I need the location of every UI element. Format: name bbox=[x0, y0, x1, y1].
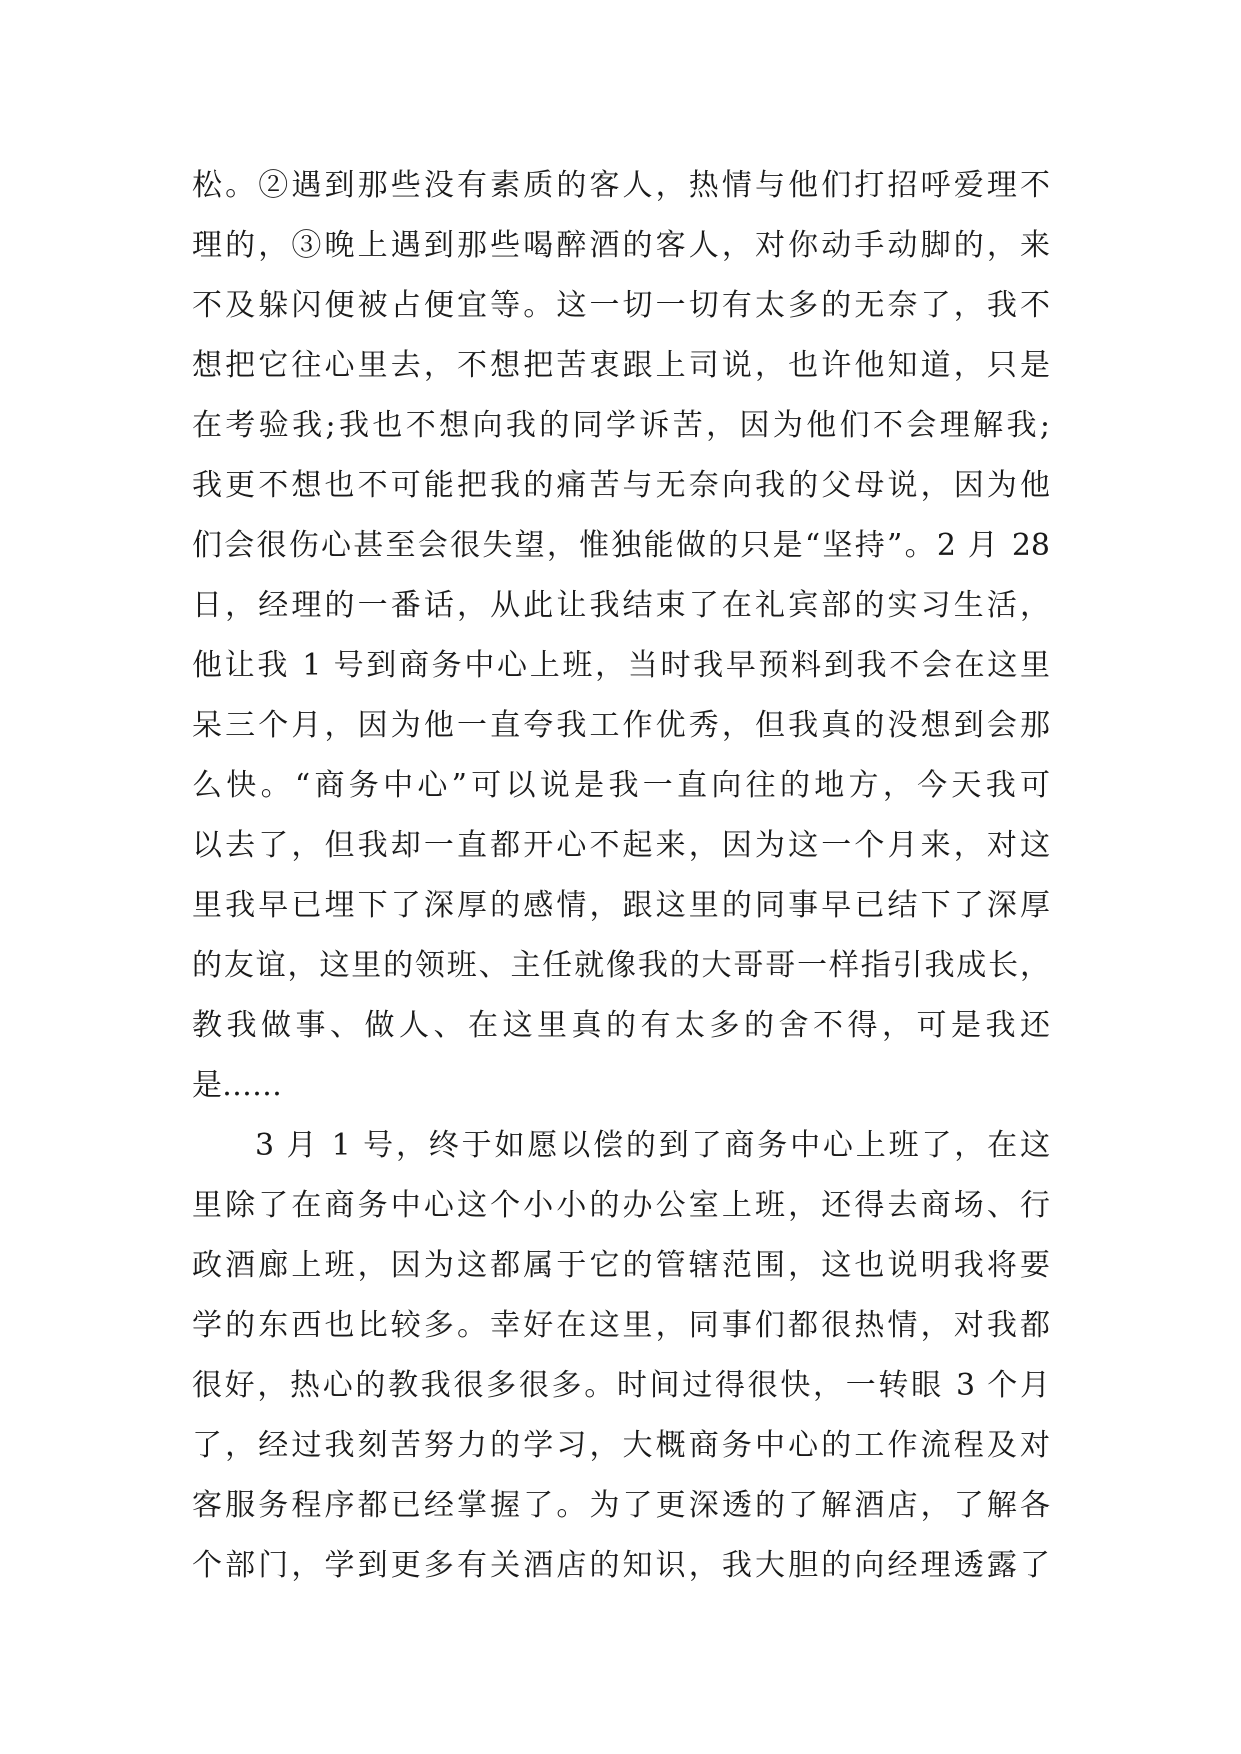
paragraph-first-line: 3 月 1 号，终于如愿以偿的到了商务中心上班了，在这 bbox=[255, 1128, 1050, 1163]
text-line: 的友谊，这里的领班、主任就像我的大哥哥一样指引我成长， bbox=[192, 948, 1050, 983]
text-line: 里我早已埋下了深厚的感情，跟这里的同事早已结下了深厚 bbox=[192, 888, 1050, 923]
text-line: 呆三个月，因为他一直夸我工作优秀，但我真的没想到会那 bbox=[192, 708, 1050, 743]
text-line: 客服务程序都已经掌握了。为了更深透的了解酒店，了解各 bbox=[192, 1488, 1050, 1523]
text-line: 政酒廊上班，因为这都属于它的管辖范围，这也说明我将要 bbox=[192, 1248, 1050, 1283]
text-line: 么快。“商务中心”可以说是我一直向往的地方，今天我可 bbox=[192, 768, 1050, 803]
text-line: 很好，热心的教我很多很多。时间过得很快，一转眼 3 个月 bbox=[192, 1368, 1050, 1403]
body-text bbox=[192, 156, 1050, 1596]
text-line: 理的，③晚上遇到那些喝醉酒的客人，对你动手动脚的，来 bbox=[192, 228, 1050, 263]
text-line: 学的东西也比较多。幸好在这里，同事们都很热情，对我都 bbox=[192, 1308, 1050, 1343]
text-line: 我更不想也不可能把我的痛苦与无奈向我的父母说，因为他 bbox=[192, 468, 1050, 503]
text-line: 在考验我;我也不想向我的同学诉苦，因为他们不会理解我; bbox=[192, 408, 1050, 443]
text-line: 个部门，学到更多有关酒店的知识，我大胆的向经理透露了 bbox=[192, 1548, 1050, 1583]
text-line: 是…… bbox=[192, 1068, 282, 1103]
text-line: 想把它往心里去，不想把苦衷跟上司说，也许他知道，只是 bbox=[192, 348, 1050, 383]
text-line: 以去了，但我却一直都开心不起来，因为这一个月来，对这 bbox=[192, 828, 1050, 863]
text-line: 教我做事、做人、在这里真的有太多的舍不得，可是我还 bbox=[192, 1008, 1050, 1043]
text-line: 日，经理的一番话，从此让我结束了在礼宾部的实习生活， bbox=[192, 588, 1050, 623]
text-line: 他让我 1 号到商务中心上班，当时我早预料到我不会在这里 bbox=[192, 648, 1050, 683]
text-line: 里除了在商务中心这个小小的办公室上班，还得去商场、行 bbox=[192, 1188, 1050, 1223]
text-line: 不及躲闪便被占便宜等。这一切一切有太多的无奈了，我不 bbox=[192, 288, 1050, 323]
text-line: 了，经过我刻苦努力的学习，大概商务中心的工作流程及对 bbox=[192, 1428, 1050, 1463]
text-line: 们会很伤心甚至会很失望，惟独能做的只是“坚持”。2 月 28 bbox=[192, 528, 1050, 563]
text-line: 松。②遇到那些没有素质的客人，热情与他们打招呼爱理不 bbox=[192, 168, 1050, 203]
